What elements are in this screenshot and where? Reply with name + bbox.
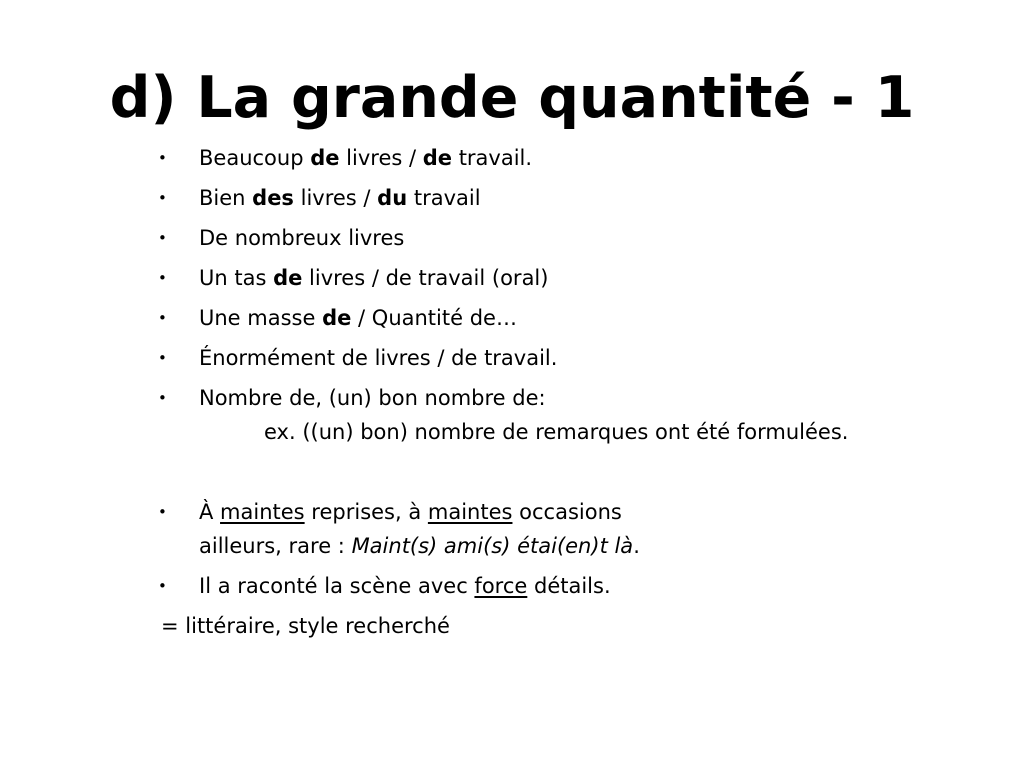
list-item-text	[199, 305, 517, 331]
bold-segment: de	[310, 146, 340, 170]
list-item-text	[199, 225, 404, 251]
text-segment: ailleurs, rare :	[199, 534, 352, 558]
text-segment: / Quantité de…	[351, 306, 517, 330]
text-segment: livres /	[293, 186, 378, 210]
text-segment: Nombre de, (un) bon nombre de:	[199, 386, 546, 410]
text-segment: Énormément de livres / de travail.	[199, 346, 558, 370]
bold-segment: de	[422, 146, 453, 170]
example-line	[264, 419, 848, 445]
text-segment: Beaucoup	[199, 146, 311, 170]
continuation-line	[199, 533, 640, 559]
underlined-segment: force	[474, 574, 528, 598]
bullet-icon: •	[158, 389, 167, 407]
text-segment: reprises, à	[304, 500, 428, 524]
list-item-text	[199, 573, 611, 599]
list-item-text	[199, 385, 546, 411]
text-segment: À	[199, 500, 221, 524]
text-segment: occasions	[512, 500, 622, 524]
bold-segment: de	[273, 266, 303, 290]
bold-segment: de	[322, 306, 352, 330]
bullet-icon: •	[158, 503, 167, 521]
bullet-icon: •	[158, 229, 167, 247]
text-segment: travail	[407, 186, 481, 210]
text-segment: .	[633, 534, 640, 558]
list-item-text	[199, 265, 548, 291]
bullet-icon: •	[158, 189, 167, 207]
underlined-segment: maintes	[427, 500, 513, 524]
bullet-icon: •	[158, 309, 167, 327]
bold-segment: des	[252, 186, 294, 210]
slide-title: d) La grande quantité - 1	[109, 65, 915, 131]
footer-note: = littéraire, style recherché	[161, 614, 450, 638]
text-segment: ex. ((un) bon) nombre de remarques ont été formulées.	[264, 420, 849, 444]
text-segment: livres /	[339, 146, 423, 170]
text-segment: Bien	[199, 186, 253, 210]
text-segment: détails.	[527, 574, 611, 598]
text-segment: De nombreux livres	[199, 226, 405, 250]
text-segment: Il a raconté la scène avec	[199, 574, 475, 598]
list-item-text	[199, 185, 481, 211]
bullet-icon: •	[158, 269, 167, 287]
text-segment: Une masse	[199, 306, 323, 330]
bullet-icon: •	[158, 577, 167, 595]
text-segment: travail.	[452, 146, 533, 170]
bold-segment: du	[377, 186, 408, 210]
list-item-text	[199, 345, 557, 371]
list-item-text	[199, 145, 532, 171]
bullet-icon: •	[158, 149, 167, 167]
list-item-text	[199, 499, 622, 525]
text-segment: Un tas	[199, 266, 274, 290]
bullet-icon: •	[158, 349, 167, 367]
underlined-segment: maintes	[220, 500, 305, 524]
italic-segment: Maint(s) ami(s) étai(en)t là	[351, 534, 634, 558]
text-segment: livres / de travail (oral)	[302, 266, 549, 290]
